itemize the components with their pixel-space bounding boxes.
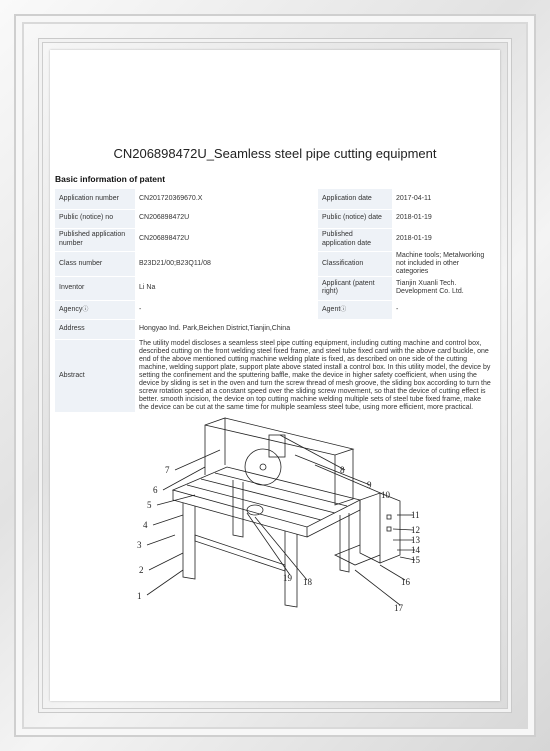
published-application-number-label: Published application number [55, 228, 135, 251]
drawing-leader [355, 570, 400, 605]
drawing-leader [157, 495, 195, 505]
abstract-text: The utility model discloses a seamless steel pipe cutting equipment, including cutting machine and control box, described cutting on the front welding steel fixed frame, and steel tube fixed card with the above card buckle, one end of the above mentioned cutting machine welding plate is fixed, as described on one side of the cutting machine, welding support plate, support plate above stated install a control box. In this utility model, the device by setting the confinement and the sputtering baffle, make the device in higher safety coefficient, when using the device by sliding is set in the oven and turn the screw thread of mesh groove, the sliding box according to turn the screw rotation speed at a constant speed over the sliding screw movement, so that the device of cutting effect is better. smooth incision, the device on top cutting machine welding multiple sets of steel tube fixed frame, make the device can be cut at the same time for multiple seamless steel tube, using more efficient, more practical. [135, 339, 495, 412]
drawing-label-18: 18 [303, 577, 312, 587]
drawing-label-4: 4 [143, 520, 148, 530]
classification-label: Classification [318, 251, 392, 276]
drawing-leader [393, 529, 413, 530]
drawing-control-knob [387, 527, 391, 531]
drawing-gantry [205, 418, 225, 475]
drawing-leader [315, 465, 385, 495]
drawing-saw-blade [245, 449, 281, 485]
published-application-number-value: CN206898472U [135, 228, 318, 251]
drawing-leg [340, 513, 349, 572]
drawing-leg [183, 503, 195, 579]
patent-info-table [55, 189, 495, 413]
drawing-leg [285, 531, 297, 607]
abstract-label: Abstract [55, 339, 135, 412]
classification-value: Machine tools; Metalworking not included in other categories [392, 251, 495, 276]
drawing-leader [147, 535, 175, 545]
drawing-steel-tube [247, 505, 263, 515]
drawing-support-plate [335, 545, 380, 565]
help-icon: ⓘ [340, 306, 347, 313]
table-row [55, 339, 495, 412]
agency-value: - [135, 300, 318, 319]
patent-drawing [135, 405, 425, 615]
drawing-label-10: 10 [381, 490, 390, 500]
drawing-leader [149, 553, 183, 570]
class-number-value: B23D21/00;B23Q11/08 [135, 251, 318, 276]
application-date-value: 2017-04-11 [392, 189, 495, 209]
table-row [55, 209, 495, 228]
section-heading: Basic information of patent [55, 174, 166, 184]
drawing-label-1: 1 [137, 591, 142, 601]
inventor-value: Li Na [135, 276, 318, 300]
table-row [55, 300, 495, 319]
drawing-label-11: 11 [411, 510, 420, 520]
drawing-gantry-beam [205, 418, 353, 455]
drawing-label-14: 14 [411, 545, 420, 555]
agency-label-text: Agency [59, 305, 83, 313]
application-number-label: Application number [55, 189, 135, 209]
drawing-label-9: 9 [367, 480, 372, 490]
drawing-motor [269, 435, 285, 457]
drawing-leader [280, 435, 345, 470]
drawing-saw-hub [260, 464, 266, 470]
agent-value: - [392, 300, 495, 319]
public-notice-date-value: 2018-01-19 [392, 209, 495, 228]
table-row [55, 276, 495, 300]
agent-label-text: Agent [322, 305, 341, 313]
drawing-label-5: 5 [147, 500, 152, 510]
public-notice-date-label: Public (notice) date [318, 209, 392, 228]
application-date-label: Application date [318, 189, 392, 209]
drawing-slat [215, 473, 347, 506]
public-notice-no-label: Public (notice) no [55, 209, 135, 228]
table-row [55, 319, 495, 339]
application-number-value: CN201720369670.X [135, 189, 318, 209]
drawing-label-7: 7 [165, 465, 170, 475]
agent-label [318, 300, 392, 319]
drawing-table-top [173, 467, 360, 527]
drawing-control-knob [387, 515, 391, 519]
published-application-date-value: 2018-01-19 [392, 228, 495, 251]
drawing-label-15: 15 [411, 555, 420, 565]
table-row [55, 189, 495, 209]
agency-label [55, 300, 135, 319]
published-application-date-label: Published application date [318, 228, 392, 251]
drawing-table-front [173, 490, 307, 537]
document-title: CN206898472U_Seamless steel pipe cutting equipment [113, 146, 437, 161]
public-notice-no-value: CN206898472U [135, 209, 318, 228]
drawing-leader [153, 515, 183, 525]
drawing-label-13: 13 [411, 535, 420, 545]
address-value: Hongyao Ind. Park,Beichen District,Tianjin,China [135, 319, 495, 339]
drawing-leader [295, 455, 370, 485]
drawing-label-6: 6 [153, 485, 158, 495]
table-row [55, 251, 495, 276]
patent-sheet [50, 50, 500, 701]
class-number-label: Class number [55, 251, 135, 276]
applicant-label: Applicant (patent right) [318, 276, 392, 300]
applicant-link[interactable]: Tianjin Xuanli Tech. Development Co. Ltd. [392, 276, 495, 300]
drawing-label-12: 12 [411, 525, 420, 535]
table-row [55, 228, 495, 251]
drawing-leader [255, 517, 307, 580]
drawing-label-17: 17 [394, 603, 403, 613]
drawing-leader [147, 570, 183, 595]
address-label: Address [55, 319, 135, 339]
drawing-label-2: 2 [139, 565, 144, 575]
inventor-label: Inventor [55, 276, 135, 300]
drawing-crossbar [195, 535, 285, 571]
drawing-label-3: 3 [137, 540, 142, 550]
help-icon: ⓘ [82, 306, 89, 313]
drawing-leader [175, 450, 220, 470]
drawing-label-8: 8 [340, 465, 345, 475]
drawing-label-19: 19 [283, 573, 292, 583]
drawing-label-16: 16 [401, 577, 410, 587]
